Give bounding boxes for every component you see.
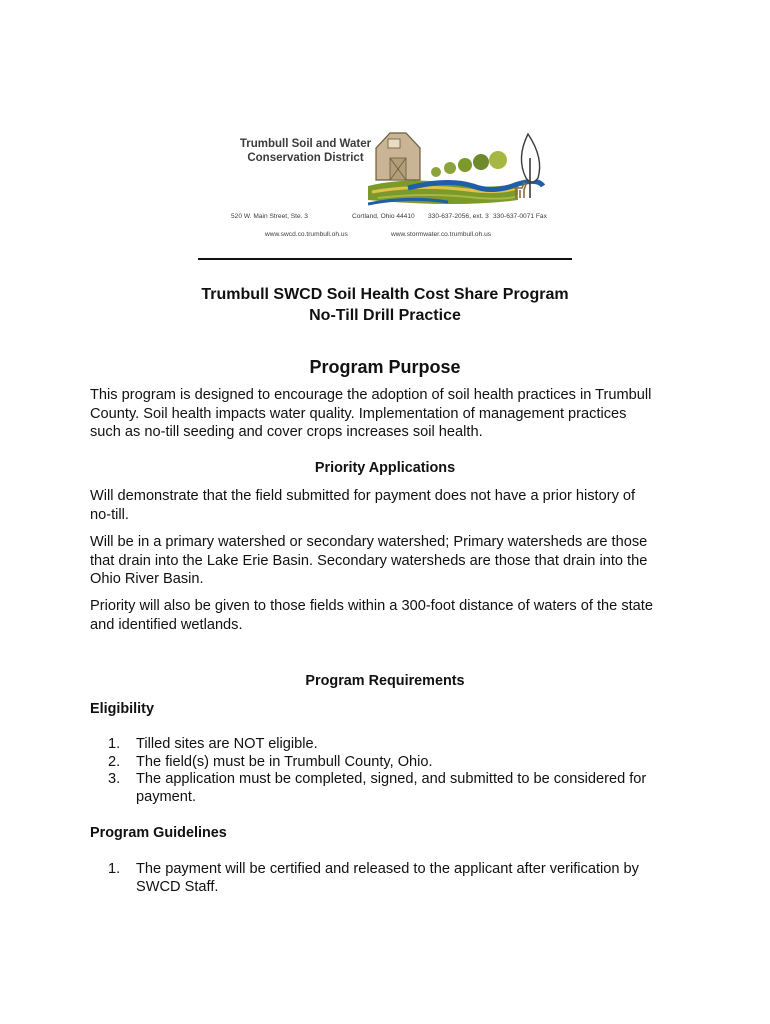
purpose-line: such as no-till seeding and cover crops increases soil health. bbox=[90, 424, 483, 440]
barn-icon bbox=[376, 133, 420, 180]
priority-line: no-till. bbox=[90, 506, 129, 523]
phone: 330-637-2056, ext. 3 bbox=[428, 213, 489, 220]
list-item-text: SWCD Staff. bbox=[136, 878, 219, 895]
list-item-text: The payment will be certified and released to the applicant after verification by bbox=[136, 861, 639, 877]
purpose-heading: Program Purpose bbox=[309, 357, 461, 377]
requirements-heading: Program Requirements bbox=[305, 673, 465, 689]
list-item-text: payment. bbox=[136, 788, 197, 805]
purpose-line: County. Soil health impacts water quality. Implementation of management practices bbox=[90, 405, 627, 422]
purpose-line: This program is designed to encourage the adoption of soil health practices in Trumbull bbox=[90, 387, 652, 403]
guidelines-heading: Program Guidelines bbox=[90, 825, 227, 841]
purpose-paragraph bbox=[90, 386, 680, 442]
list-number: 3. bbox=[108, 771, 121, 787]
list-number: 1. bbox=[108, 736, 121, 752]
list-item-text: The field(s) must be in Trumbull County, Ohio. bbox=[136, 753, 433, 770]
priority-line: that drain into the Lake Erie Basin. Secondary watersheds are those that drain into the bbox=[90, 552, 648, 569]
list-item bbox=[108, 736, 678, 754]
org-name-line1: Trumbull Soil and Water bbox=[239, 138, 372, 150]
header-divider bbox=[198, 258, 572, 260]
list-number: 1. bbox=[108, 861, 121, 877]
eligibility-heading: Eligibility bbox=[90, 701, 154, 717]
address: 520 W. Main Street, Ste. 3 bbox=[231, 213, 308, 220]
priority-paragraph-3 bbox=[90, 597, 680, 634]
priority-paragraph-2 bbox=[90, 533, 680, 589]
guidelines-list bbox=[108, 861, 678, 896]
priority-line: and identified wetlands. bbox=[90, 616, 243, 633]
district-logo bbox=[368, 128, 548, 210]
list-item bbox=[108, 771, 678, 806]
letterhead bbox=[228, 128, 548, 248]
priority-line: Ohio River Basin. bbox=[90, 571, 204, 587]
document-subtitle: No-Till Drill Practice bbox=[309, 307, 461, 324]
priority-line: Priority will also be given to those fields within a 300-foot distance of waters of the state bbox=[90, 598, 653, 614]
fax: 330-637-0071 Fax bbox=[493, 213, 547, 220]
priority-paragraph-1 bbox=[90, 487, 680, 524]
priority-line: Will demonstrate that the field submitted for payment does not have a prior history of bbox=[90, 488, 636, 504]
list-item-text: The application must be completed, signed, and submitted to be considered for bbox=[136, 771, 647, 787]
website-link-stormwater[interactable]: www.stormwater.co.trumbull.oh.us bbox=[391, 231, 492, 238]
list-item-text: Tilled sites are NOT eligible. bbox=[136, 736, 318, 752]
list-item bbox=[108, 861, 678, 896]
org-name-line2: Conservation District bbox=[247, 152, 364, 164]
priority-line: Will be in a primary watershed or secondary watershed; Primary watersheds are those bbox=[90, 534, 648, 550]
org-name bbox=[233, 137, 378, 165]
city-state-zip: Cortland, Ohio 44410 bbox=[352, 213, 415, 220]
list-item bbox=[108, 754, 678, 772]
list-number: 2. bbox=[108, 753, 121, 770]
eligibility-list bbox=[108, 736, 678, 806]
document-title: Trumbull SWCD Soil Health Cost Share Program bbox=[201, 286, 569, 303]
priority-heading: Priority Applications bbox=[314, 460, 456, 476]
website-link-swcd[interactable]: www.swcd.co.trumbull.oh.us bbox=[265, 231, 348, 238]
shrubs-icon bbox=[431, 151, 507, 177]
